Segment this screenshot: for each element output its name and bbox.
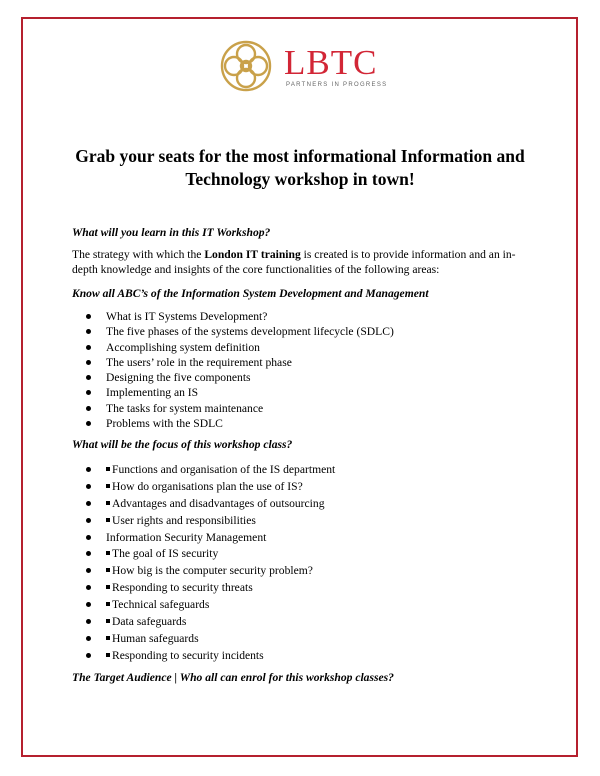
square-bullet-icon (106, 568, 110, 572)
heading-abc: Know all ABC’s of the Information System Development and Management (72, 287, 429, 300)
list-item (86, 309, 394, 324)
logo-tagline: PARTNERS IN PROGRESS (286, 82, 388, 88)
heading-focus: What will be the focus of this workshop class? (72, 438, 293, 451)
bullet-icon (86, 585, 91, 590)
list-item-text: The five phases of the systems development lifecycle (SDLC) (106, 325, 394, 339)
list-item-text: How do organisations plan the use of IS? (112, 479, 303, 493)
bullet-icon (86, 345, 91, 350)
list-item-text: Technical safeguards (112, 598, 210, 612)
square-bullet-icon (106, 585, 110, 589)
heading-audience: The Target Audience | Who all can enrol for this workshop classes? (72, 671, 394, 684)
intro-text-end: is created is to provide information and an in-depth knowledge and insights of the core functionalities of the following areas: (72, 248, 516, 276)
intro-paragraph (72, 248, 532, 277)
list-item-text: Accomplishing system definition (106, 340, 260, 354)
list-item (86, 416, 394, 431)
square-bullet-icon (106, 467, 110, 471)
square-bullet-icon (106, 653, 110, 657)
square-bullet-icon (106, 619, 110, 623)
bullet-icon (86, 568, 91, 573)
bullet-icon (86, 375, 91, 380)
square-bullet-icon (106, 484, 110, 488)
square-bullet-icon (106, 518, 110, 522)
list-item (86, 496, 335, 513)
list-item-text: How big is the computer security problem? (112, 564, 313, 578)
bullet-icon (86, 636, 91, 641)
list-item (86, 370, 394, 385)
list-item-text: User rights and responsibilities (112, 513, 256, 527)
bullet-icon (86, 602, 91, 607)
square-bullet-icon (106, 551, 110, 555)
list-item-text: Problems with the SDLC (106, 417, 223, 431)
bullet-icon (86, 390, 91, 395)
list-item-text: Responding to security incidents (112, 648, 264, 662)
bullet-icon (86, 551, 91, 556)
list-item (86, 355, 394, 370)
bullet-icon (86, 518, 91, 523)
list-item-text: Human safeguards (112, 631, 199, 645)
london-it-training-text: London IT training (204, 248, 301, 261)
list-item (86, 597, 335, 614)
list-item-text: Data safeguards (112, 615, 187, 629)
list-item-text: What is IT Systems Development? (106, 310, 268, 323)
list-item (86, 614, 335, 631)
list-item-text: Functions and organisation of the IS department (112, 463, 336, 476)
bullet-icon (86, 329, 91, 334)
list-item (86, 462, 335, 479)
list-item-text: The users’ role in the requirement phase (106, 355, 292, 369)
list-item (86, 385, 394, 400)
sdlc-topic-list (86, 309, 394, 431)
bullet-icon (86, 314, 91, 319)
list-item-text: The goal of IS security (112, 547, 219, 561)
list-item-text: The tasks for system maintenance (106, 401, 264, 415)
square-bullet-icon (106, 501, 110, 505)
bullet-icon (86, 484, 91, 489)
bullet-icon (86, 653, 91, 658)
bullet-icon (86, 535, 91, 540)
celtic-knot-emblem-icon (218, 38, 274, 94)
bullet-icon (86, 421, 91, 426)
bullet-icon (86, 360, 91, 365)
square-bullet-icon (106, 636, 110, 640)
heading-learn: What will you learn in this IT Workshop? (72, 226, 271, 239)
list-item (86, 513, 335, 530)
list-item (86, 580, 335, 597)
list-item (86, 563, 335, 580)
bullet-icon (86, 501, 91, 506)
list-item-text: Responding to security threats (112, 581, 253, 595)
list-item (86, 340, 394, 355)
list-item-text: Advantages and disadvantages of outsourcing (112, 496, 325, 510)
bullet-icon (86, 619, 91, 624)
intro-text-start: The strategy with which the (72, 248, 205, 261)
page-title: Grab your seats for the most informational Information and Technology workshop in town! (75, 146, 525, 189)
list-item-text: Information Security Management (106, 530, 267, 544)
bullet-icon (86, 467, 91, 472)
focus-topic-list (86, 462, 335, 665)
list-item (86, 546, 335, 563)
list-item (86, 479, 335, 496)
bullet-icon (86, 406, 91, 411)
lbtc-logo (218, 38, 388, 94)
square-bullet-icon (106, 602, 110, 606)
list-item (86, 401, 394, 416)
list-item-text: Designing the five components (106, 371, 251, 385)
list-item (86, 530, 335, 547)
list-item (86, 648, 335, 665)
list-item-text: Implementing an IS (106, 386, 199, 400)
logo-wordmark: LBTC (284, 43, 378, 82)
list-item (86, 324, 394, 339)
list-item (86, 631, 335, 648)
